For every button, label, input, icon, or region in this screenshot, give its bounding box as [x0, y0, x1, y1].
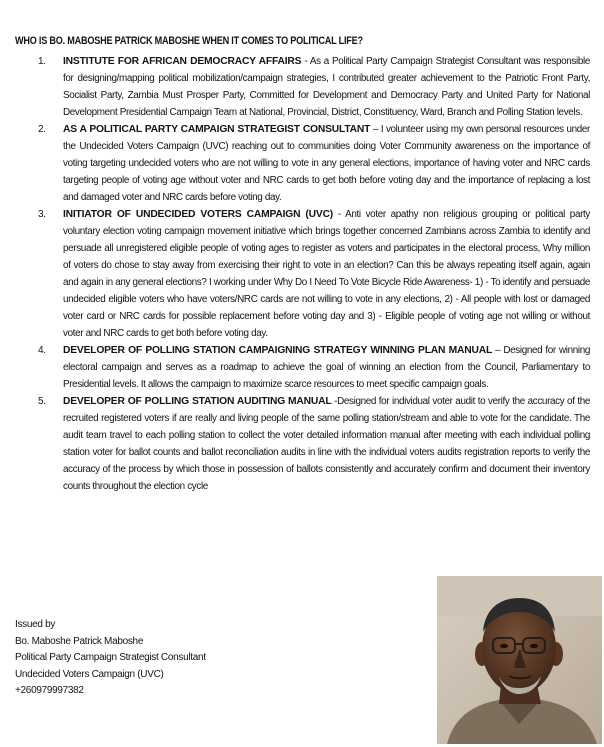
item-number: 3.: [38, 209, 46, 220]
list-item: [0, 393, 604, 495]
signature-block: [15, 617, 295, 700]
list-item: [0, 206, 604, 342]
issuer-role: Political Party Campaign Strategist Consultant: [15, 652, 206, 663]
item-number: 4.: [38, 345, 46, 356]
item-title: INSTITUTE FOR AFRICAN DEMOCRACY AFFAIRS: [63, 56, 302, 67]
issued-by-label: Issued by: [15, 619, 56, 630]
item-body: – Designed for winning electoral campaign and serves as a roadmap to achieve the goal of winning an election from the Council, Parliamentary to Presidential levels. It allows the campaign to maximize scarce resources to meet specific campaign goals.: [63, 345, 590, 390]
page-heading: WHO IS BO. MABOSHE PATRICK MABOSHE WHEN IT COMES TO POLITICAL LIFE?: [15, 35, 363, 47]
item-body: - As a Political Party Campaign Strategist Consultant was responsible for designing/mapping political mobilization/campaign strategies, I contributed greater achievement to the Patriotic Front Party, Socialist Party, Zambia Must Prosper Party, Committed for Development and Democracy Party and United Party for National Development Presidential Campaign Team at National, Provincial, District, Constituency, Ward, Branch and Polling Station levels.: [63, 56, 590, 118]
item-body: – I volunteer using my own personal resources under the Undecided Voters Campaign (UVC) reaching out to communities doing Voter Community awareness on the importance of voting targeting undecided voters who are not willing to vote in any general elections, importance of having voter and NRC cards targeting people of voting age without voter and NRC cards to get both before voting day and the importance of replacing a lost and damaged voter and NRC cards before voting day.: [63, 124, 590, 203]
issuer-phone: +260979997382: [15, 685, 84, 696]
item-title: AS A POLITICAL PARTY CAMPAIGN STRATEGIST CONSULTANT: [63, 124, 371, 135]
issuer-organization: Undecided Voters Campaign (UVC): [15, 668, 164, 680]
item-title: DEVELOPER OF POLLING STATION CAMPAIGNING STRATEGY WINNING PLAN MANUAL: [63, 345, 493, 356]
list-item: [0, 342, 604, 393]
item-body: -Designed for individual voter audit to verify the accuracy of the recruited registered voters if are really and living people of the same polling station/stream and able to vote for the candidate. The audit team travel to each polling station to collect the voter detailed information manual after meeting with each individual polling station voter for ballot counts and ballot reconciliation audits in line with the individual voters audits registration reports to verify the accuracy of the process by which those in possession of ballots consistently and accurately confirm and document their inventory counts throughout the election cycle: [63, 396, 591, 492]
portrait-illustration: [437, 576, 602, 744]
item-number: 1.: [38, 56, 46, 67]
item-body: - Anti voter apathy non religious grouping or political party voluntary election voting campaign movement initiative which brings together concerned Zambians across Zambia to identify and persuade all unregistered eligible people of voting ages to register as voters and participates in the electoral process, Why million of voters do chose to stay away from exercising their right to vote in an election? Can this be always repeating itself again, again and again in any general elections? I working under Why Do I Need To Vote Bicycle Ride Awareness- 1) - To identify and persuade undecided eligible voters who have voters/NRC cards are not willing to vote in any elections, 2) - All people with lost or damaged voter card or NRC cards for possible replacement before voting day and 3) - Eligible people of voting age not willing or without voter and NRC cards to get both before voting day.: [63, 209, 591, 339]
item-title: INITIATOR OF UNDECIDED VOTERS CAMPAIGN (UVC): [63, 209, 334, 220]
item-number: 5.: [38, 396, 46, 407]
list-item: [0, 53, 604, 121]
numbered-list: [0, 53, 604, 495]
issuer-name: Bo. Maboshe Patrick Maboshe: [15, 635, 144, 647]
portrait-photo: [437, 576, 602, 744]
item-number: 2.: [38, 124, 46, 135]
item-title: DEVELOPER OF POLLING STATION AUDITING MANUAL: [63, 396, 332, 407]
list-item: [0, 121, 604, 206]
